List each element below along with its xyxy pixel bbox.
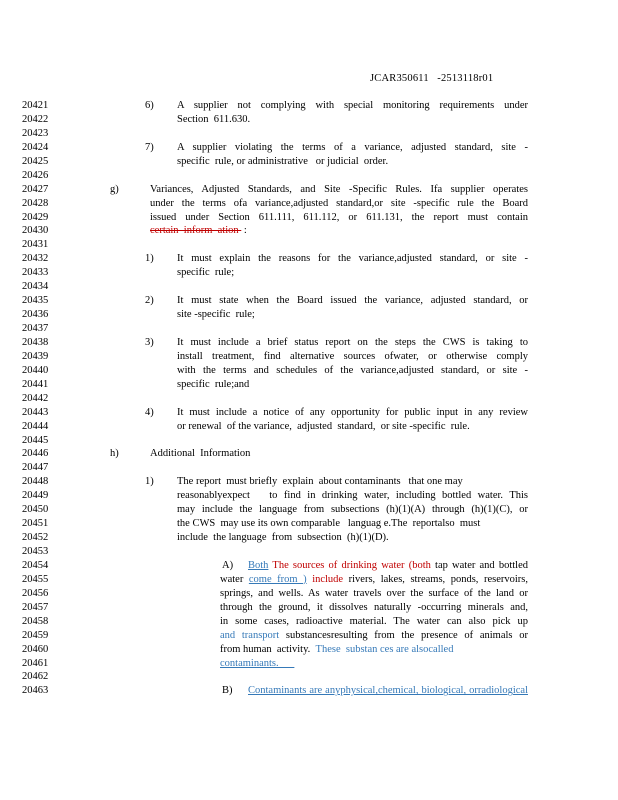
text-segment-n: or renewal of the variance, adjusted standard, or site -specific rule. bbox=[177, 420, 470, 432]
document-line bbox=[0, 601, 618, 615]
item-marker: 6) bbox=[145, 100, 154, 111]
text-segment-r: include bbox=[312, 573, 344, 585]
text-segment-n: A supplier violating the terms of a variance, adjusted standard, site - bbox=[177, 141, 528, 153]
text-segment-rs: certain inform ation bbox=[150, 225, 242, 237]
document-line bbox=[0, 141, 618, 155]
text-segment-n: from human activity. bbox=[220, 643, 316, 655]
line-text bbox=[150, 183, 528, 197]
line-number: 20425 bbox=[22, 155, 49, 167]
document-line bbox=[0, 517, 618, 531]
text-segment-b: and transport bbox=[220, 629, 280, 641]
item-marker: 3) bbox=[145, 336, 154, 348]
line-text bbox=[177, 308, 528, 322]
text-segment-n: under the terms ofa variance,adjusted standard,or site -specific rule the Board bbox=[150, 197, 528, 209]
line-number: 20446 bbox=[22, 448, 49, 460]
item-marker: 2) bbox=[145, 295, 154, 307]
line-number: 20431 bbox=[22, 239, 49, 251]
line-number: 20451 bbox=[22, 518, 49, 530]
document-line bbox=[0, 211, 618, 225]
line-number: 20423 bbox=[22, 127, 49, 139]
line-text bbox=[220, 629, 528, 643]
text-segment-n: springs, and wells. As water travels over the surface of the land or bbox=[220, 587, 528, 599]
line-number: 20444 bbox=[22, 420, 49, 432]
line-number: 20427 bbox=[22, 183, 49, 195]
line-text bbox=[177, 350, 528, 364]
document-line bbox=[0, 238, 618, 252]
document-line bbox=[0, 545, 618, 559]
line-number: 20421 bbox=[22, 100, 49, 111]
document-line bbox=[0, 308, 618, 322]
text-segment-n: issued under Section 611.111, 611.112, or 611.131, the report must contain bbox=[150, 211, 528, 223]
document-line bbox=[0, 364, 618, 378]
text-segment-n: may include the language from subsections (h)(1)(A) through (h)(1)(C), or bbox=[177, 504, 528, 516]
line-number: 20462 bbox=[22, 671, 49, 683]
text-segment-n: specific rule; bbox=[177, 267, 235, 279]
line-number: 20422 bbox=[22, 113, 49, 125]
document-line bbox=[0, 294, 618, 308]
line-number: 20457 bbox=[22, 601, 49, 613]
document-line bbox=[0, 657, 618, 671]
text-segment-n: substancesresulting from the presence of animals or bbox=[279, 629, 528, 641]
text-segment-n: A supplier not complying with special monitoring requirements under bbox=[177, 100, 528, 111]
line-text bbox=[177, 531, 528, 545]
item-marker: 4) bbox=[145, 406, 154, 418]
document-line bbox=[0, 99, 618, 113]
document-line bbox=[0, 573, 618, 587]
line-number: 20430 bbox=[22, 225, 49, 237]
line-number: 20460 bbox=[22, 643, 49, 655]
item-marker: 1) bbox=[145, 476, 154, 488]
text-segment-n: with the terms and schedules of the variance,adjusted standard, or site - bbox=[177, 364, 528, 376]
line-number: 20433 bbox=[22, 267, 49, 279]
line-number: 20436 bbox=[22, 309, 49, 321]
line-number: 20449 bbox=[22, 490, 49, 502]
line-text bbox=[177, 99, 528, 113]
text-segment-b: These substan ces are alsocalled bbox=[315, 643, 454, 655]
text-segment-n: It must explain the reasons for the variance,adjusted standard, or site - bbox=[177, 253, 528, 265]
text-segment-n: It must include a brief status report on the steps the CWS is taking to bbox=[177, 336, 528, 348]
line-number: 20454 bbox=[22, 559, 49, 571]
line-text bbox=[177, 503, 528, 517]
line-text bbox=[177, 406, 528, 420]
line-text bbox=[177, 517, 528, 531]
line-text bbox=[150, 447, 528, 461]
document-line bbox=[0, 280, 618, 294]
text-segment-n: install treatment, find alternative sources ofwater, or otherwise comply bbox=[177, 350, 528, 362]
line-text bbox=[177, 113, 528, 127]
document-line bbox=[0, 629, 618, 643]
text-segment-n: tap water and bottled bbox=[430, 559, 529, 571]
line-number: 20438 bbox=[22, 336, 49, 348]
line-text bbox=[177, 364, 528, 378]
text-segment-bu: Contaminants are anyphysical,chemical, biological, orradiological bbox=[248, 685, 528, 697]
line-number: 20443 bbox=[22, 406, 49, 418]
line-text bbox=[220, 643, 528, 657]
document-id-header: JCAR350611 -2513118r01 bbox=[370, 73, 494, 84]
line-number: 20440 bbox=[22, 364, 49, 376]
line-number: 20441 bbox=[22, 378, 49, 390]
document-line bbox=[0, 378, 618, 392]
text-segment-n: the CWS may use its own comparable languag e.The reportalso must bbox=[177, 518, 481, 530]
line-text bbox=[220, 615, 528, 629]
line-text bbox=[220, 657, 528, 671]
document-line bbox=[0, 420, 618, 434]
document-line bbox=[0, 336, 618, 350]
item-marker: 7) bbox=[145, 141, 154, 153]
document-line bbox=[0, 155, 618, 169]
line-number: 20439 bbox=[22, 350, 49, 362]
item-marker: 1) bbox=[145, 253, 154, 265]
document-line bbox=[0, 113, 618, 127]
document-line bbox=[0, 406, 618, 420]
line-number: 20437 bbox=[22, 323, 49, 334]
line-number: 20456 bbox=[22, 587, 49, 599]
line-number: 20442 bbox=[22, 392, 49, 404]
document-body bbox=[0, 99, 618, 698]
line-number: 20455 bbox=[22, 573, 49, 585]
document-line bbox=[0, 127, 618, 141]
line-text bbox=[220, 601, 528, 615]
item-marker: h) bbox=[110, 448, 119, 460]
line-number: 20435 bbox=[22, 295, 49, 307]
document-line bbox=[0, 559, 618, 573]
document-line bbox=[0, 322, 618, 336]
document-line bbox=[0, 183, 618, 197]
line-number: 20459 bbox=[22, 629, 49, 641]
document-line bbox=[0, 475, 618, 489]
text-segment-r: The sources of drinking water (both bbox=[272, 559, 431, 571]
line-text bbox=[150, 211, 528, 225]
line-text bbox=[177, 378, 528, 392]
line-number: 20445 bbox=[22, 434, 49, 446]
line-text bbox=[177, 155, 528, 169]
document-line bbox=[0, 224, 618, 238]
line-text bbox=[220, 573, 528, 587]
document-line bbox=[0, 252, 618, 266]
line-text bbox=[177, 266, 528, 280]
text-segment-n: specific rule;and bbox=[177, 378, 250, 390]
line-text bbox=[177, 336, 528, 350]
document-line bbox=[0, 643, 618, 657]
line-number: 20432 bbox=[22, 253, 49, 265]
document-line bbox=[0, 169, 618, 183]
text-segment-n: The report must briefly explain about contaminants that one may bbox=[177, 476, 463, 488]
text-segment-n: through the ground, it dissolves naturally -occurring minerals and, bbox=[220, 601, 528, 613]
text-segment-n: It must include a notice of any opportunity for public input in any review bbox=[177, 406, 528, 418]
document-line bbox=[0, 531, 618, 545]
line-number: 20447 bbox=[22, 462, 49, 474]
line-text bbox=[177, 294, 528, 308]
document-line bbox=[0, 392, 618, 406]
item-marker: A) bbox=[222, 559, 234, 571]
line-text bbox=[150, 197, 528, 211]
line-text bbox=[177, 141, 528, 155]
text-segment-n: : bbox=[241, 225, 247, 237]
line-text bbox=[177, 420, 528, 434]
document-line bbox=[0, 461, 618, 475]
line-text bbox=[177, 252, 528, 266]
line-text bbox=[220, 587, 528, 601]
line-number: 20453 bbox=[22, 546, 49, 557]
line-number: 20448 bbox=[22, 476, 49, 488]
text-segment-bu: contaminants. bbox=[220, 657, 295, 669]
text-segment-n: Section 611.630. bbox=[177, 113, 251, 125]
line-number: 20458 bbox=[22, 615, 49, 627]
document-line bbox=[0, 503, 618, 517]
text-segment-n: Additional Information bbox=[150, 448, 251, 460]
line-number: 20429 bbox=[22, 211, 49, 223]
line-number: 20461 bbox=[22, 657, 49, 669]
line-text bbox=[177, 489, 528, 503]
line-number: 20463 bbox=[22, 685, 49, 697]
document-line bbox=[0, 489, 618, 503]
document-line bbox=[0, 587, 618, 601]
text-segment-n: Variances, Adjusted Standards, and Site -Specific Rules. Ifa supplier operates bbox=[150, 183, 528, 195]
text-segment-n: include the language from subsection (h)(1)(D). bbox=[177, 532, 389, 544]
document-line bbox=[0, 197, 618, 211]
text-segment-n: specific rule, or administrative or judicial order. bbox=[177, 155, 389, 167]
document-line bbox=[0, 615, 618, 629]
document-line bbox=[0, 447, 618, 461]
text-segment-n: site -specific rule; bbox=[177, 309, 255, 321]
line-number: 20434 bbox=[22, 281, 49, 293]
document-line bbox=[0, 434, 618, 448]
text-segment-n: in some cases, radioactive material. The water can also pick up bbox=[220, 615, 528, 627]
line-text bbox=[248, 559, 528, 573]
text-segment-bu: come from ) bbox=[248, 573, 307, 585]
line-text bbox=[177, 475, 528, 489]
text-segment-n: It must state when the Board issued the variance, adjusted standard, or bbox=[177, 295, 528, 307]
line-number: 20424 bbox=[22, 141, 49, 153]
line-number: 20450 bbox=[22, 504, 49, 516]
text-segment-bu: Both bbox=[248, 559, 269, 571]
text-segment-n: reasonablyexpect to find in drinking water, including bottled water. This bbox=[177, 490, 528, 502]
text-segment-n: rivers, lakes, streams, ponds, reservoirs, bbox=[343, 573, 529, 585]
line-text bbox=[150, 224, 528, 238]
line-number: 20452 bbox=[22, 532, 49, 544]
document-line bbox=[0, 350, 618, 364]
line-text bbox=[248, 684, 528, 698]
document-line bbox=[0, 670, 618, 684]
document-line bbox=[0, 266, 618, 280]
text-segment-n: water bbox=[220, 573, 249, 585]
document-line bbox=[0, 684, 618, 698]
line-number: 20428 bbox=[22, 197, 49, 209]
item-marker: g) bbox=[110, 183, 119, 195]
item-marker: B) bbox=[222, 685, 233, 697]
line-number: 20426 bbox=[22, 169, 49, 181]
